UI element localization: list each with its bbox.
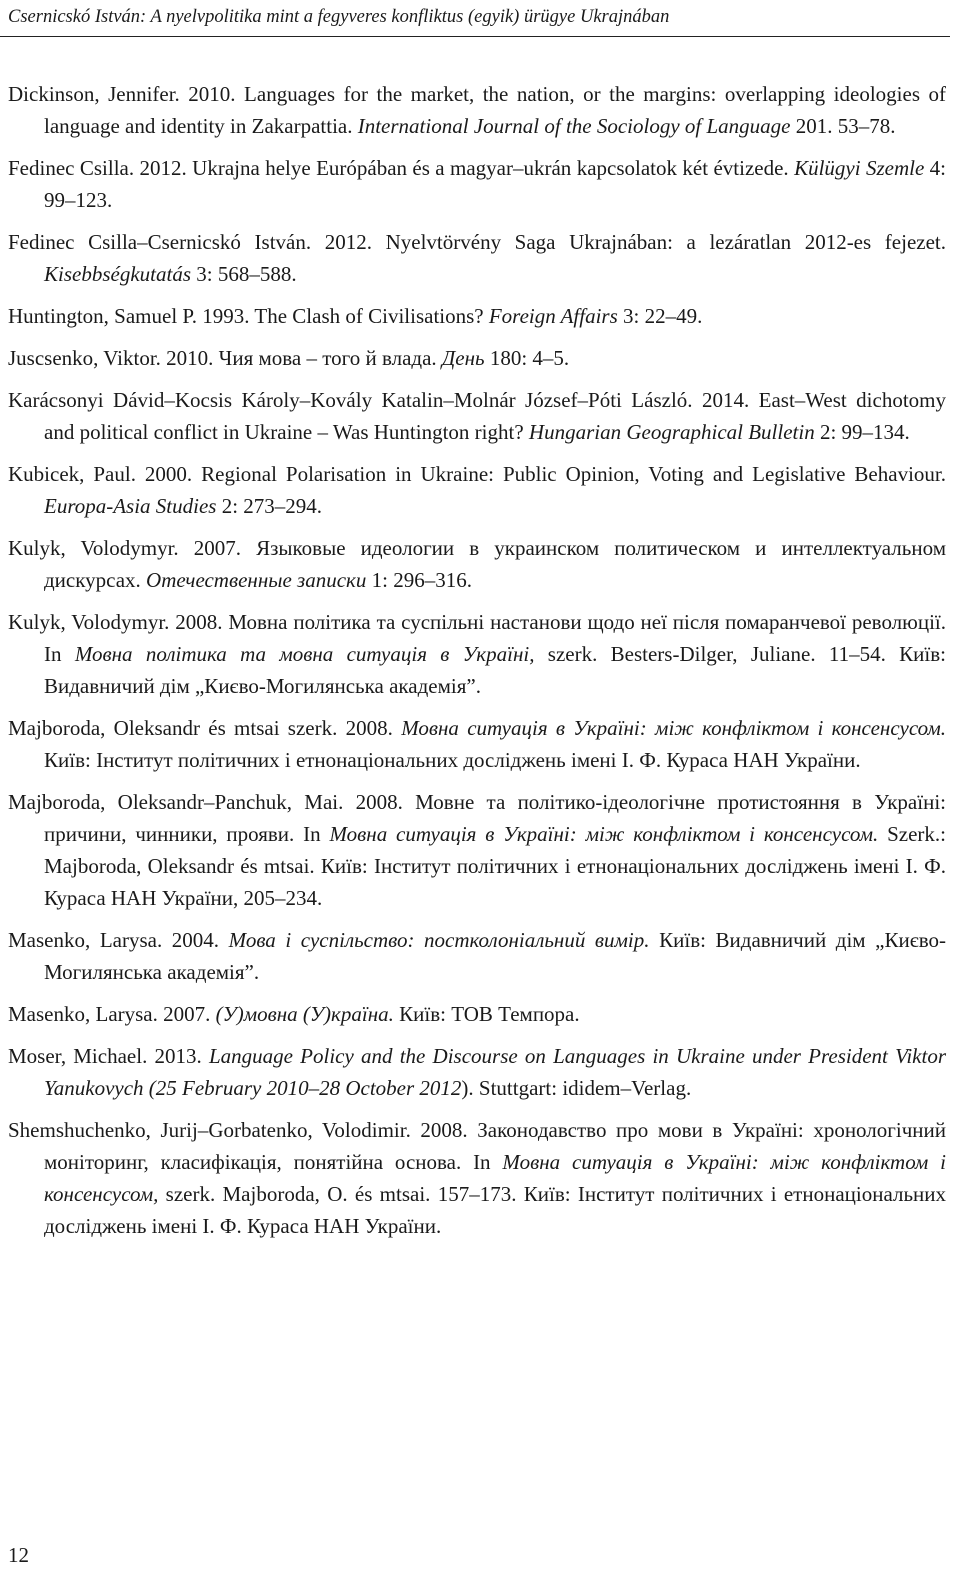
reference-source-title: Мовна ситуація в Україні: між конфліктом і консенсусом. [401,716,946,740]
reference-source-title: Отечественные записки [146,568,367,592]
reference-entry [8,152,946,216]
reference-source-title: (У)мовна (У)країна. [215,1002,394,1026]
reference-text: Fedinec Csilla. 2012. Ukrajna helye Európában és a magyar–ukrán kapcsolatok két évtizede. [8,156,795,180]
reference-text: szerk. Besters-Dilger, Juliane. 11–54. Київ: Видавничий дім „Києво-Могилянська академія”. [44,642,946,698]
reference-text: Szerk.: Majboroda, Oleksandr és mtsai. Київ: Інститут політичних і етнонаціональних досліджень імені І. Ф. Кураса НАН України, 205–234. [44,822,946,910]
reference-text: Moser, Michael. 2013. [8,1044,209,1068]
reference-entry [8,532,946,596]
reference-text: Kubicek, Paul. 2000. Regional Polarisation in Ukraine: Public Opinion, Voting and Legislative Behaviour. [8,462,946,486]
reference-source-title: День [441,346,485,370]
reference-text: 2: 99–134. [814,420,910,444]
reference-entry [8,384,946,448]
reference-text: ). Stuttgart: ididem–Verlag. [461,1076,692,1100]
running-header: Csernicskó István: A nyelvpolitika mint a fegyveres konfliktus (egyik) ürügye Ukrajnában [8,7,670,27]
reference-entry [8,342,946,374]
reference-text: 2: 273–294. [216,494,323,518]
reference-source-title: Europa-Asia Studies [44,494,217,518]
reference-text: Juscsenko, Viktor. 2010. Чия мова – того й влада. [8,346,442,370]
reference-entry [8,786,946,914]
reference-source-title: Foreign Affairs [488,304,618,328]
reference-source-title: Language Policy and the Discourse on Languages in Ukraine under President Viktor Yanukovych (25 February 2010–28 October 2012 [44,1044,947,1100]
reference-entry [8,998,946,1030]
reference-source-title: International Journal of the Sociology of Language [357,114,791,138]
reference-entry [8,924,946,988]
reference-text: Kulyk, Volodymyr. 2007. Языковые идеологии в украинском политическом и интеллектуальном дискурсах. [8,536,946,592]
reference-source-title: Мовна політика та мовна ситуація в Україні, [74,642,535,666]
reference-text: Київ: ТОВ Темпора. [393,1002,580,1026]
reference-source-title: Külügyi Szemle [794,156,925,180]
reference-text: 180: 4–5. [484,346,570,370]
header-divider [0,36,950,37]
reference-text: Masenko, Larysa. 2004. [8,928,229,952]
reference-text: Fedinec Csilla–Csernicskó István. 2012. Nyelvtörvény Saga Ukrajnában: a lezáratlan 2012-es fejezet. [8,230,946,254]
reference-text: 3: 22–49. [617,304,703,328]
reference-text: szerk. Majboroda, O. és mtsai. 157–173. Київ: Інститут політичних і етнонаціональних досліджень імені І. Ф. Кураса НАН України. [44,1182,946,1238]
page-number: 12 [8,1543,29,1567]
reference-entry [8,300,946,332]
reference-text: Shemshuchenko, Jurij–Gorbatenko, Volodimir. 2008. Законодавство про мови в Україні: хронологічний моніторинг, класифікація, понятійна основа. In [8,1118,946,1174]
reference-text: Majboroda, Oleksandr és mtsai szerk. 2008. [8,716,402,740]
reference-entry [8,458,946,522]
reference-text: Majboroda, Oleksandr–Panchuk, Mai. 2008. Мовне та політико-ідеологічне протистояння в Україні: причини, чинники, прояви. In [8,790,946,846]
reference-text: Karácsonyi Dávid–Kocsis Károly–Kovály Katalin–Molnár József–Póti László. 2014. East–West dichotomy and political conflict in Ukraine – Was Huntington right? [8,388,946,444]
reference-text: 3: 568–588. [191,262,297,286]
reference-text: 4: 99–123. [44,156,947,212]
reference-entry [8,712,946,776]
reference-entry [8,1040,946,1104]
reference-entry [8,606,946,702]
reference-source-title: Мова і суспільство: постколоніальний вимір. [228,928,650,952]
reference-entry [8,1114,946,1242]
reference-source-title: Мовна ситуація в Україні: між конфліктом і консенсусом. [329,822,879,846]
reference-text: 201. 53–78. [790,114,896,138]
reference-text: Masenko, Larysa. 2007. [8,1002,216,1026]
reference-text: Dickinson, Jennifer. 2010. Languages for the market, the nation, or the margins: overlapping ideologies of language and identity in Zakarpattia. [8,82,946,138]
reference-entry [8,78,946,142]
reference-text: Kulyk, Volodymyr. 2008. Мовна політика та суспільні настанови щодо неї після помаранчевої революції. In [8,610,946,666]
reference-source-title: Hungarian Geographical Bulletin [528,420,815,444]
reference-text: Київ: Інститут політичних і етнонаціональних досліджень імені І. Ф. Кураса НАН України. [44,748,861,772]
reference-text: 1: 296–316. [366,568,472,592]
reference-list [8,78,946,1252]
reference-source-title: Kisebbségkutatás [44,262,191,286]
reference-source-title: Мовна ситуація в Україні: між конфліктом і консенсусом, [44,1150,947,1206]
reference-text: Huntington, Samuel P. 1993. The Clash of Civilisations? [8,304,489,328]
reference-entry [8,226,946,290]
reference-text: Київ: Видавничий дім „Києво-Могилянська академія”. [44,928,947,984]
